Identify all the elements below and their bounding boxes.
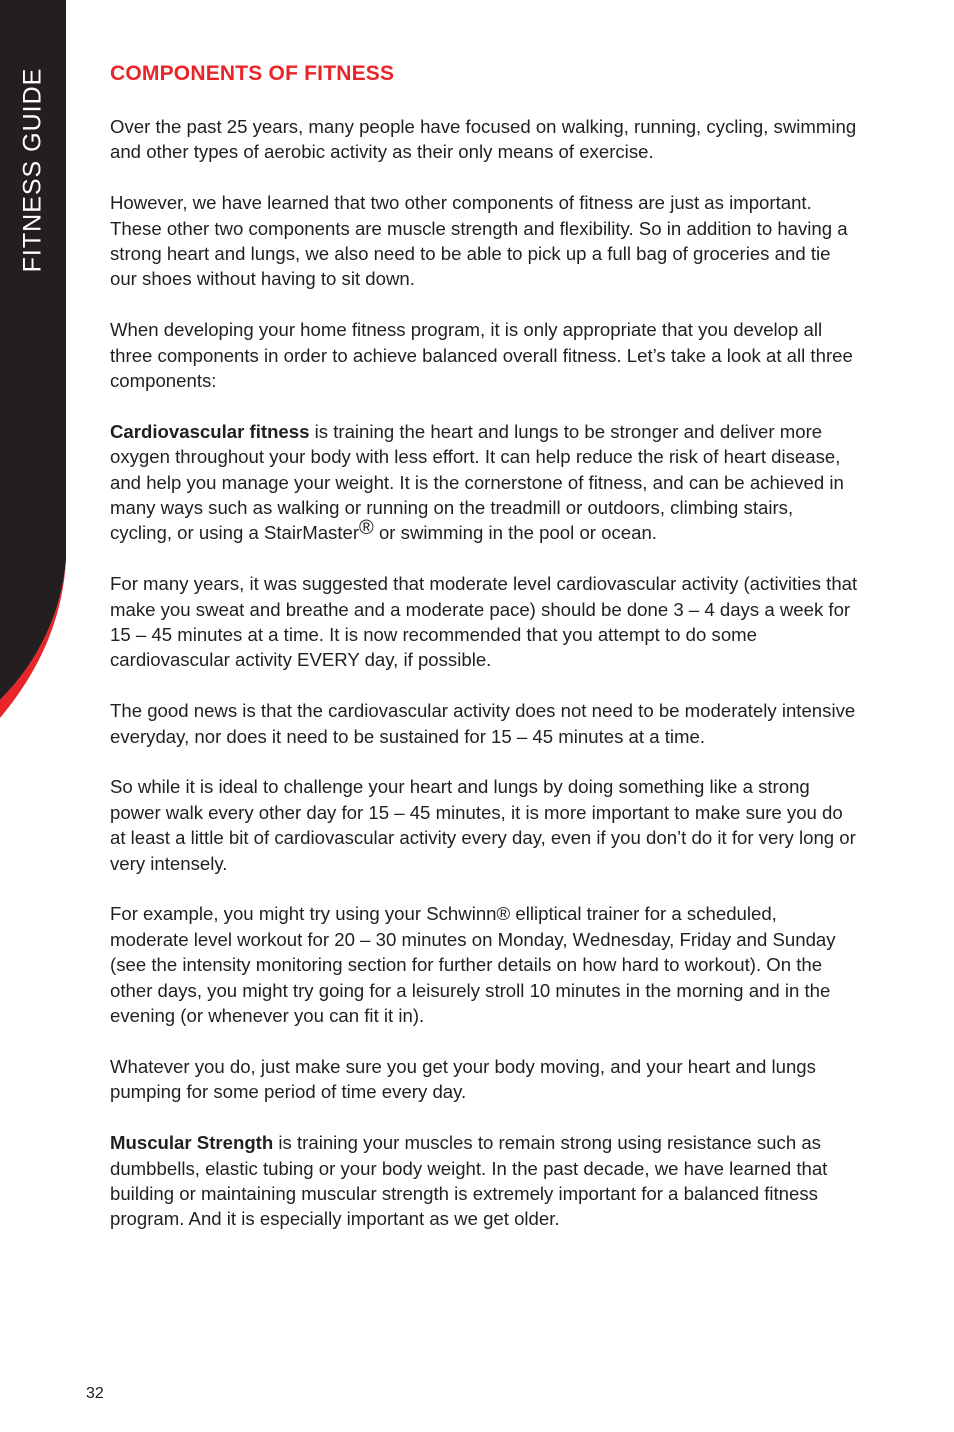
paragraph-cardiovascular: Cardiovascular fitness is training the heart and lungs to be stronger and deliver more oxygen throughout your body with less effort. It can help reduce the risk of heart disease, and help you manage your weight. It is the cornerstone of fitness, and can be achieved in many ways such as walking or running on the treadmill or outdoors, climbing stairs, cycling, or using a StairMaster® or swimming in the pool or ocean. [110, 420, 844, 544]
page-number: 32 [86, 1385, 104, 1402]
term-cardiovascular: Cardiovascular fitness [110, 420, 310, 442]
paragraph: However, we have learned that two other components of fitness are just as important. These other two components are muscle strength and flexibility. So in addition to having a strong heart and lungs, we also need to be able to pick up a full bag of groceries and tie our shoes without having to sit down. [110, 192, 848, 290]
sidebar-tab [0, 0, 66, 720]
section-label: FITNESS GUIDE [18, 67, 47, 273]
paragraph: Whatever you do, just make sure you get your body moving, and your heart and lungs pumping for some period of time every day. [110, 1055, 816, 1103]
paragraph: The good news is that the cardiovascular activity does not need to be moderately intensive everyday, nor does it need to be sustained for 15 – 45 minutes at a time. [110, 700, 856, 747]
term-muscular-strength: Muscular Strength [110, 1132, 274, 1154]
paragraph-muscular-strength: Muscular Strength is training your muscles to remain strong using resistance such as dumbbells, elastic tubing or your body weight. In the past decade, we have learned that building or maintaining muscular strength is extremely important for a balanced fitness program. And it is especially important as we get older. [110, 1132, 828, 1230]
page-title: COMPONENTS OF FITNESS [110, 62, 395, 85]
paragraph: When developing your home fitness program, it is only appropriate that you develop all three components in order to achieve balanced overall fitness. Let’s take a look at all three components: [110, 319, 853, 392]
paragraph: Over the past 25 years, many people have focused on walking, running, cycling, swimming and other types of aerobic activity as their only means of exercise. [110, 116, 857, 163]
paragraph: So while it is ideal to challenge your heart and lungs by doing something like a strong power walk every other day for 15 – 45 minutes, it is more important to make sure you do at least a little bit of cardiovascular activity every day, even if you don’t do it for very long or very intensely. [110, 776, 856, 874]
paragraph: For example, you might try using your Schwinn® elliptical trainer for a scheduled, moderate level workout for 20 – 30 minutes on Monday, Wednesday, Friday and Sunday (see the intensity monitoring section for further details on how hard to workout). On the other days, you might try going for a leisurely stroll 10 minutes in the morning and in the evening (or whenever you can fit it in). [110, 903, 836, 1027]
paragraph: For many years, it was suggested that moderate level cardiovascular activity (activities that make you sweat and breathe and a moderate pace) should be done 3 – 4 days a week for 15 – 45 minutes at a time. It is now recommended that you attempt to do some cardiovascular activity EVERY day, if possible. [110, 573, 858, 671]
registered-mark: ® [359, 517, 374, 540]
main-content [110, 62, 858, 1257]
